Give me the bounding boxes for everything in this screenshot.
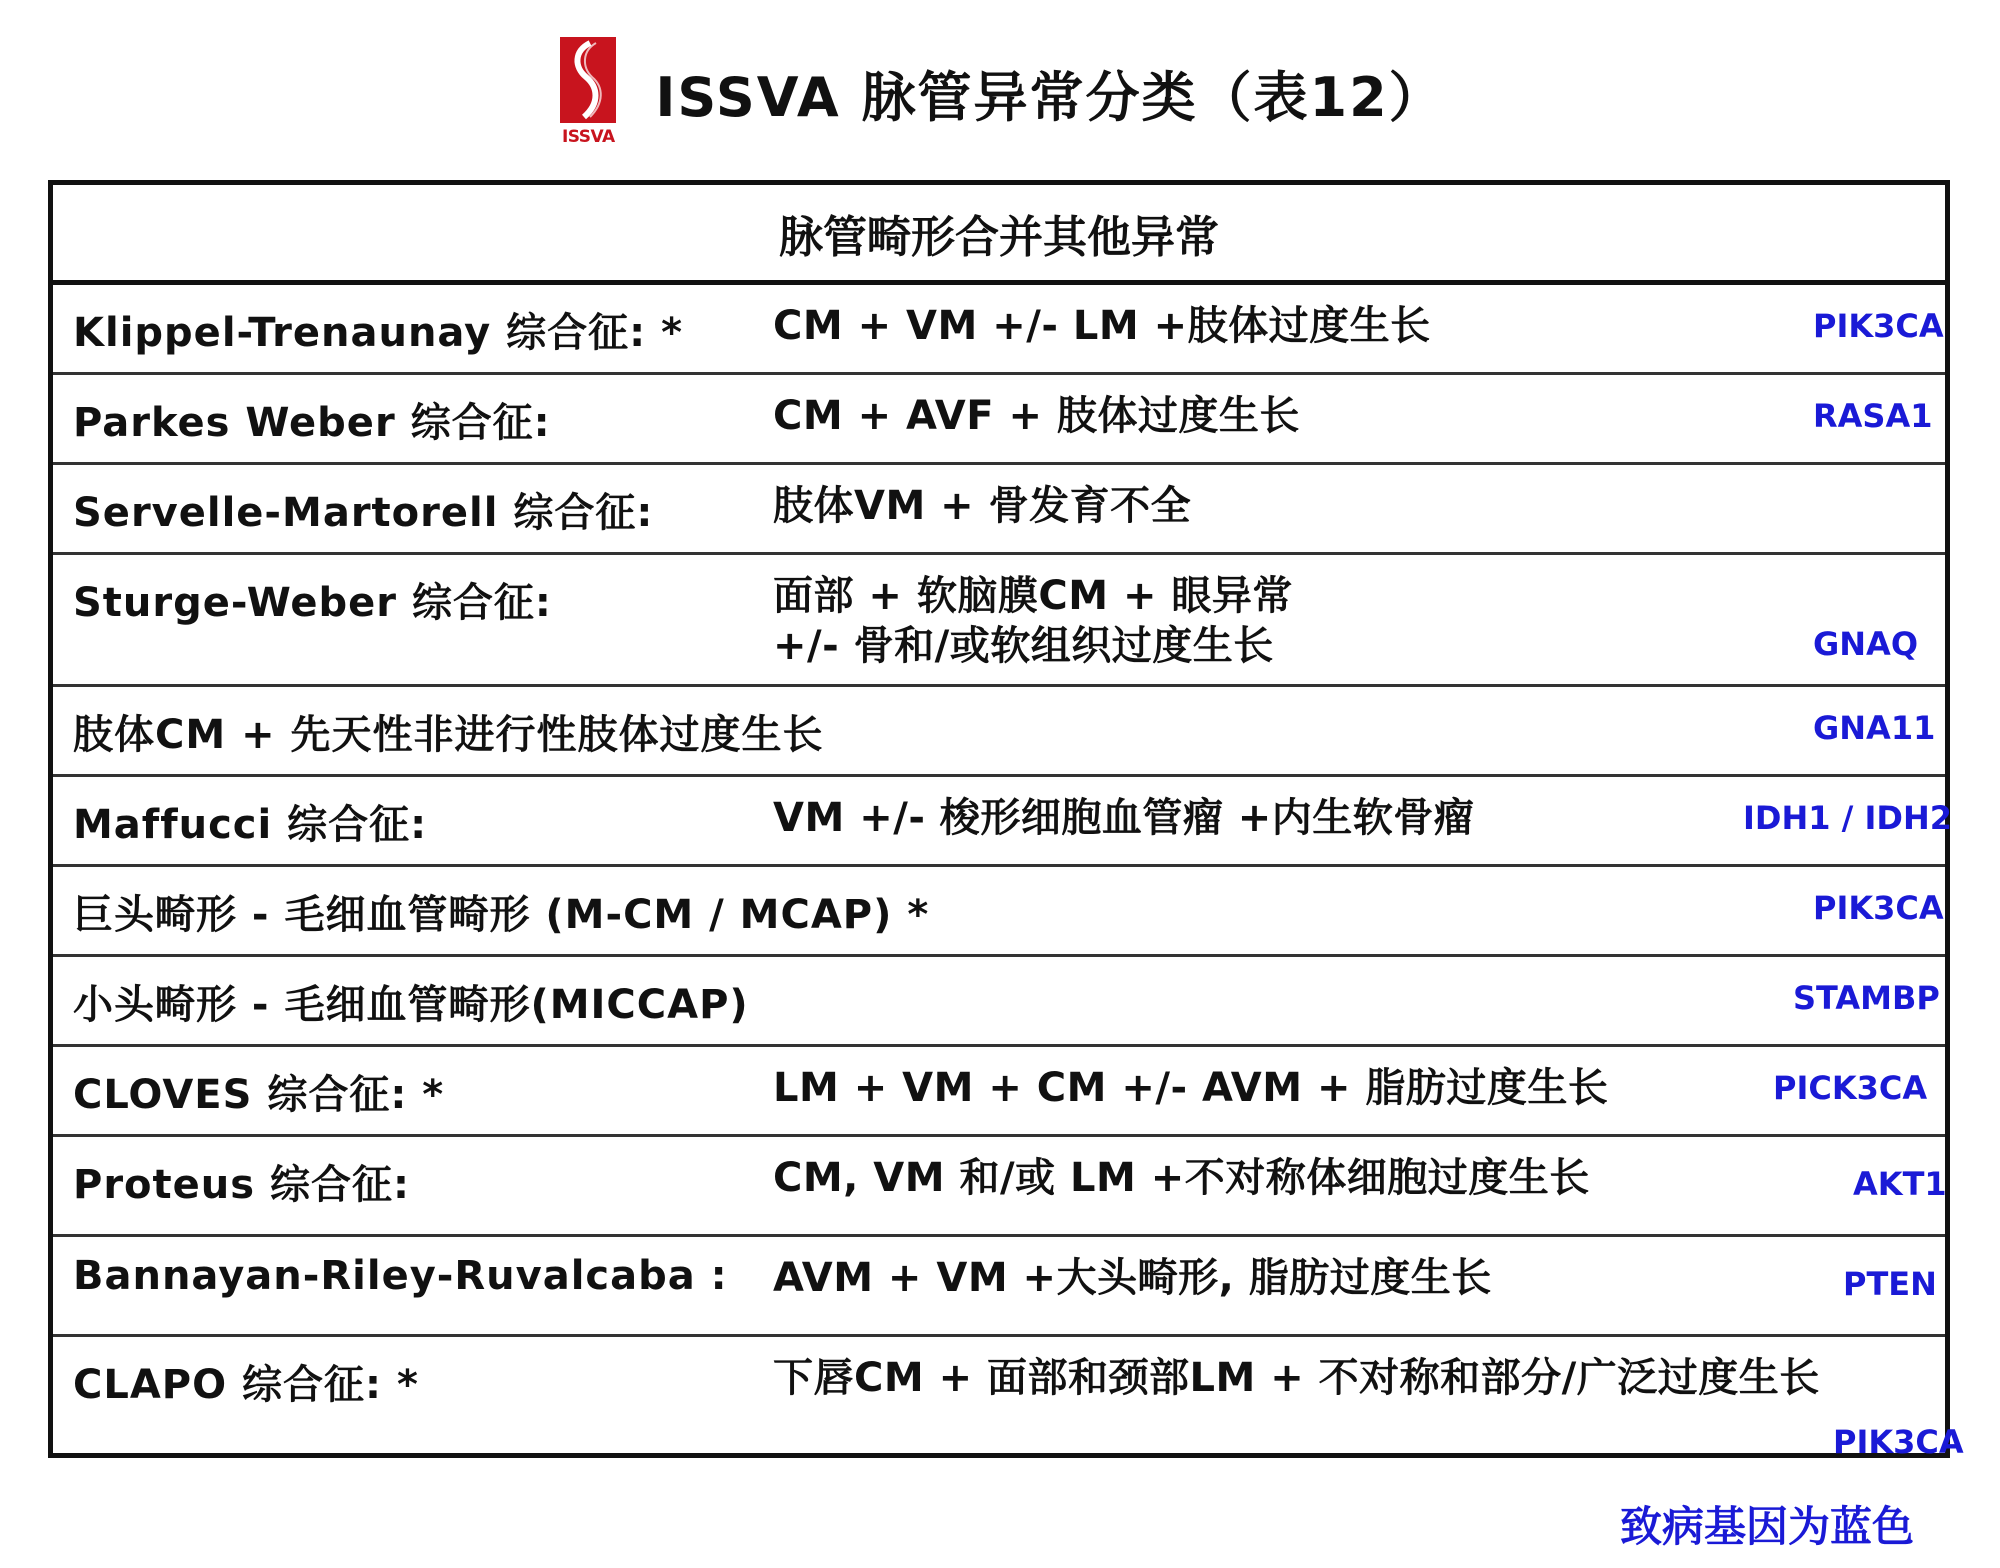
table-heading: 脉管畸形合并其他异常 [53,185,1945,285]
syndrome-name: 肢体CM + 先天性非进行性肢体过度生长 [73,712,824,758]
causal-gene: AKT1 [1853,1165,1947,1203]
syndrome-description [773,1063,1608,1113]
causal-gene: PIK3CA [1813,307,1944,345]
page-title: ISSVA 脉管异常分类（表12） [655,65,1445,129]
syndrome-name: Parkes Weber 综合征: [73,400,551,446]
table-row [53,1137,1945,1237]
syndrome-description [773,793,1474,843]
syndrome-name: Klippel-Trenaunay 综合征: * [73,310,684,356]
table-row [53,285,1945,375]
causal-gene: PICK3CA [1773,1069,1928,1107]
table-body [53,285,1964,1467]
syndrome-name: 小头畸形 - 毛细血管畸形(MICCAP) [73,982,749,1028]
syndrome-description [773,1153,1590,1203]
syndrome-name: Proteus 综合征: [73,1162,410,1208]
title-bar [0,28,2000,158]
table-row [53,555,1945,687]
syndrome-description [773,1253,1492,1303]
description-line: CM + AVF + 肢体过度生长 [773,393,1300,439]
causal-gene: PIK3CA [1833,1423,1964,1461]
logo-text: ISSVA [561,127,615,147]
issva-logo-icon [560,37,616,123]
issva-logo [555,37,621,149]
table-row [53,465,1945,555]
syndrome-name: Sturge-Weber 综合征: [73,580,552,626]
table-row [53,687,1945,777]
footer-note: 致病基因为蓝色 [1620,1502,1915,1551]
syndrome-description [773,571,1293,671]
syndrome-name: CLAPO 综合征: * [73,1362,419,1408]
table-row [53,957,1945,1047]
table-row [53,777,1952,867]
causal-gene: GNA11 [1813,709,1936,747]
causal-gene: GNAQ [1813,625,1919,663]
causal-gene: PIK3CA [1813,889,1944,927]
description-line: 面部 + 软脑膜CM + 眼异常 [773,573,1293,619]
description-line: VM +/- 梭形细胞血管瘤 +内生软骨瘤 [773,795,1475,841]
classification-table [48,180,1964,1461]
syndrome-name: 巨头畸形 - 毛细血管畸形 (M-CM / MCAP) * [73,892,930,938]
syndrome-description [773,1353,1820,1403]
table-row [53,1237,1945,1337]
syndrome-name: Maffucci 综合征: [73,802,428,848]
table-row [53,1047,1945,1137]
syndrome-description [773,481,1191,531]
syndrome-name: CLOVES 综合征: * [73,1072,445,1118]
syndrome-description [773,301,1431,351]
table-row [53,867,1945,957]
description-line: +/- 骨和/或软组织过度生长 [773,623,1274,669]
description-line: AVM + VM +大头畸形, 脂肪过度生长 [773,1255,1492,1301]
description-line: 下唇CM + 面部和颈部LM + 不对称和部分/广泛过度生长 [773,1355,1820,1401]
syndrome-name: Bannayan-Riley-Ruvalcaba : [73,1253,728,1299]
description-line: CM, VM 和/或 LM +不对称体细胞过度生长 [773,1155,1590,1201]
table-row [53,1337,1964,1467]
causal-gene: STAMBP [1793,979,1940,1017]
causal-gene: IDH1 / IDH2 [1743,799,1952,837]
description-line: CM + VM +/- LM +肢体过度生长 [773,303,1431,349]
causal-gene: RASA1 [1813,397,1933,435]
syndrome-description [773,391,1300,441]
syndrome-name: Servelle-Martorell 综合征: [73,490,654,536]
description-line: LM + VM + CM +/- AVM + 脂肪过度生长 [773,1065,1609,1111]
table-row [53,375,1945,465]
causal-gene: PTEN [1843,1265,1937,1303]
description-line: 肢体VM + 骨发育不全 [773,483,1192,529]
